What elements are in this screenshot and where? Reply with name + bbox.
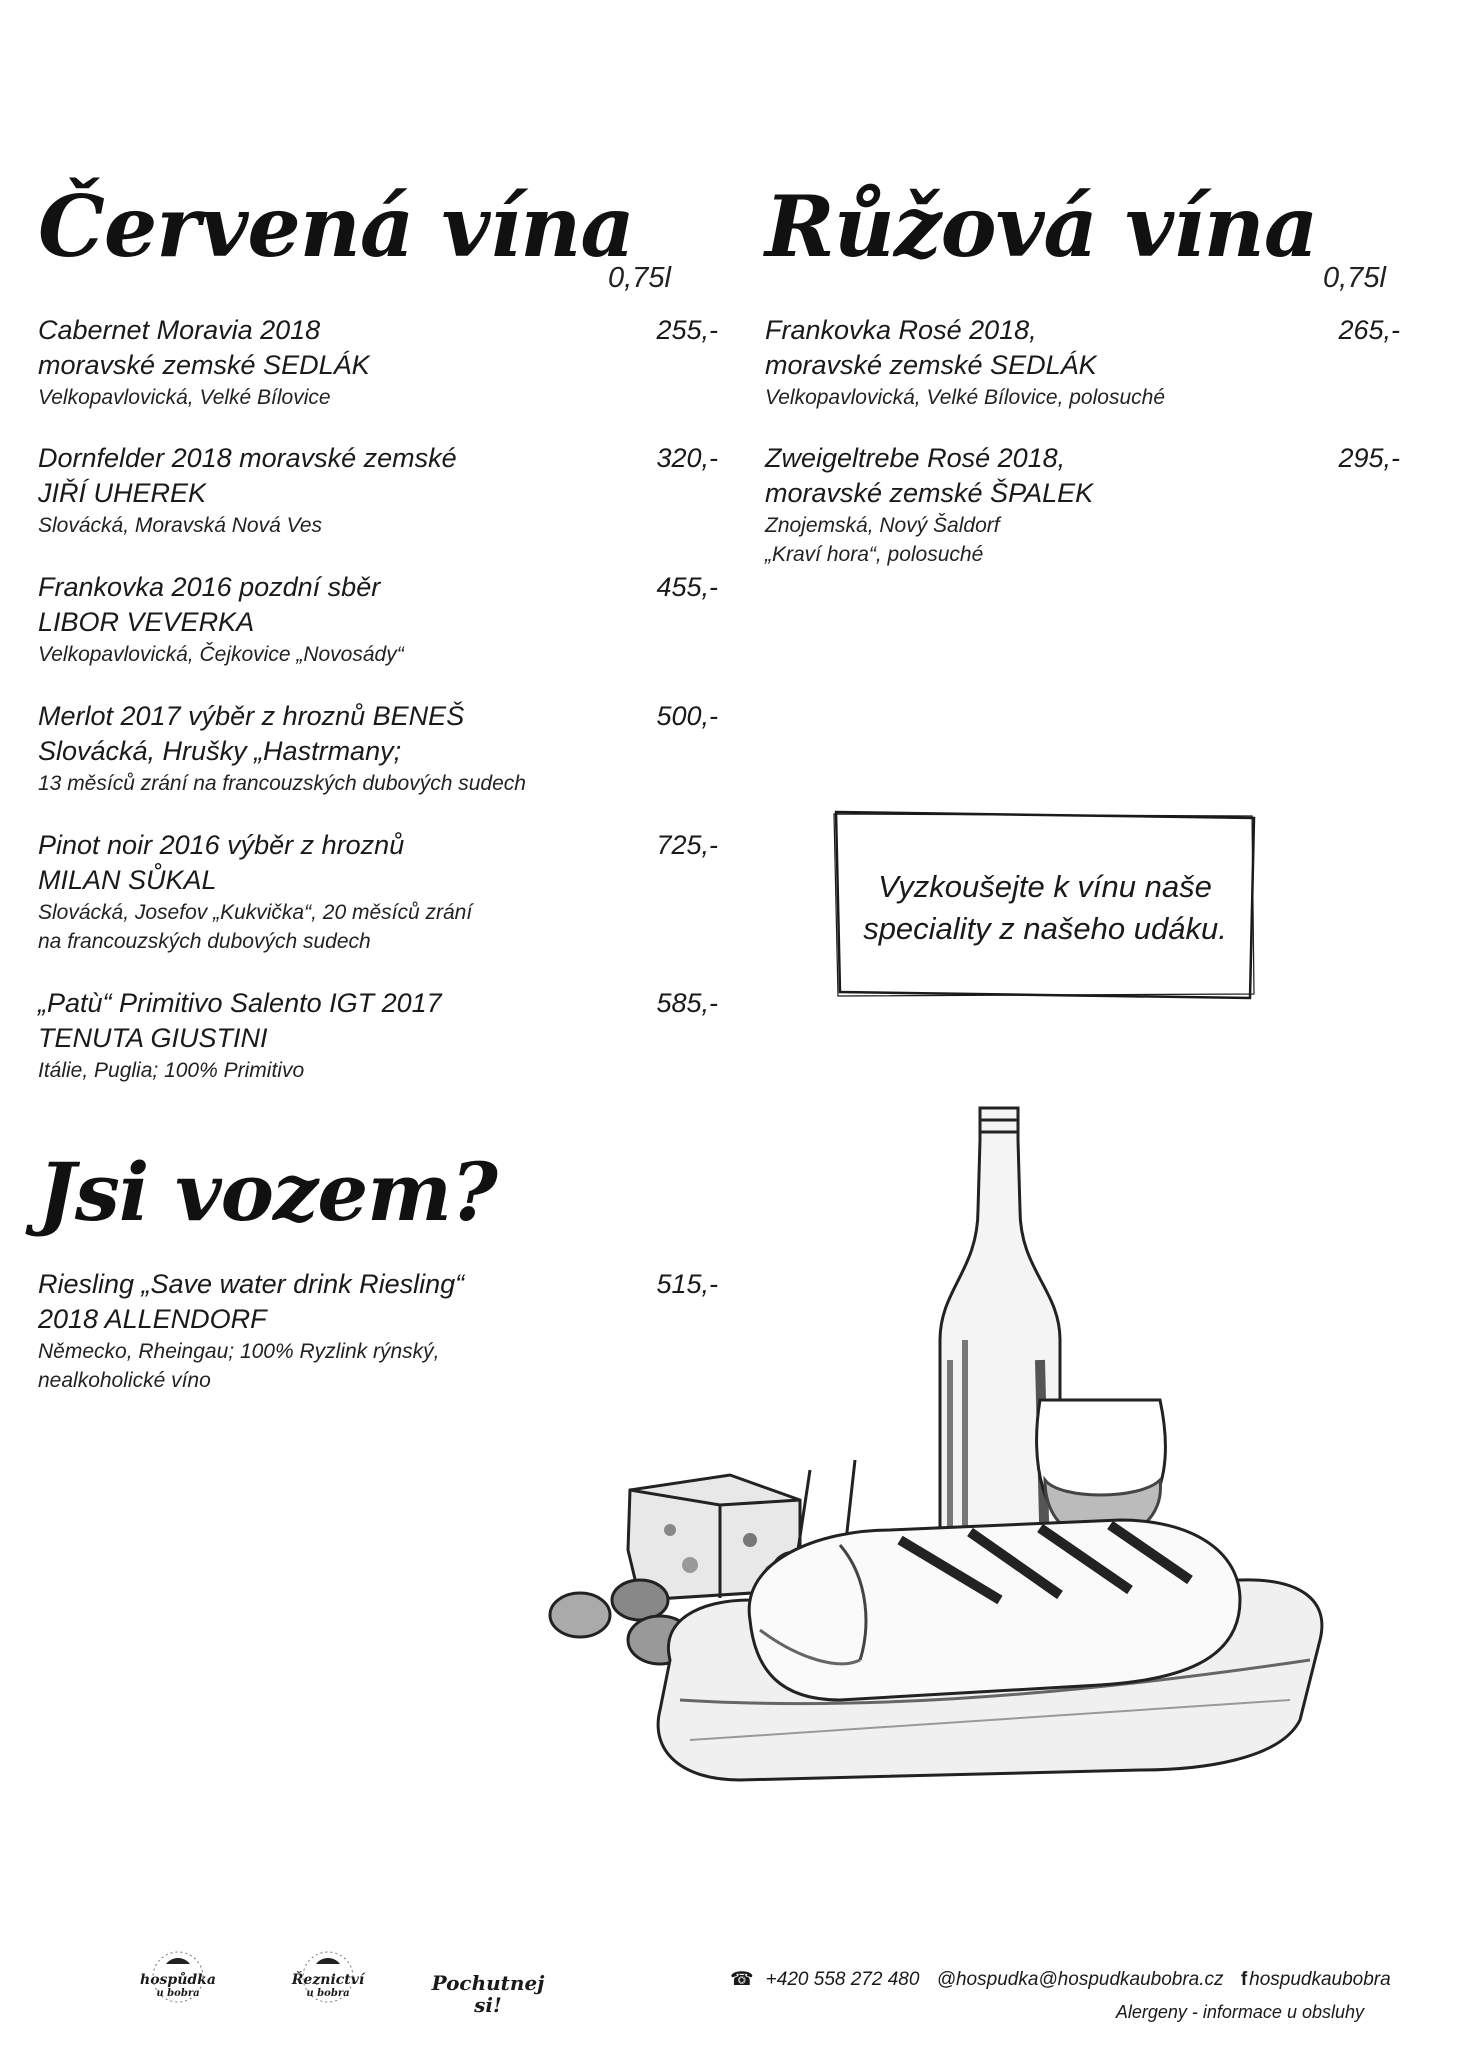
tip-text — [830, 866, 1260, 950]
red-wines-title: Červená vína — [38, 177, 634, 276]
wine-price: 320,- — [656, 443, 718, 473]
logo-line: Řeznictví — [291, 1972, 365, 1988]
hospudka-logo — [138, 1950, 218, 2001]
olive-icon — [612, 1580, 668, 1620]
wine-price: 725,- — [656, 830, 718, 860]
wine-origin: Velkopavlovická, Velké Bílovice — [38, 386, 331, 409]
contact-info — [730, 1968, 1403, 1991]
logo-line: u bobra — [306, 1988, 350, 1999]
phone-number[interactable]: +420 558 272 480 — [765, 1969, 920, 1990]
wine-producer: JIŘÍ UHEREK — [38, 478, 207, 508]
wine-origin-cont: „Kraví hora“, polosuché — [765, 543, 984, 566]
wine-item-rose-0 — [765, 313, 1400, 412]
wine-name: Zweigeltrebe Rosé 2018, — [765, 443, 1066, 473]
wine-price: 515,- — [656, 1269, 718, 1299]
facebook-handle[interactable]: hospudkaubobra — [1249, 1969, 1391, 1990]
wine-name: Frankovka 2016 pozdní sběr — [38, 572, 381, 602]
wine-item-red-1 — [38, 441, 718, 540]
wine-price: 295,- — [1338, 443, 1400, 473]
wine-item-red-0 — [38, 313, 718, 412]
wine-producer: moravské zemské SEDLÁK — [765, 350, 1097, 380]
wine-origin: Slovácká, Moravská Nová Ves — [38, 514, 323, 537]
wine-price: 585,- — [656, 988, 718, 1018]
wine-producer: 2018 ALLENDORF — [38, 1304, 267, 1334]
wine-item-rose-1 — [765, 441, 1400, 569]
wine-name: Cabernet Moravia 2018 — [38, 315, 321, 345]
facebook-icon: f — [1240, 1969, 1248, 1990]
wine-producer: MILAN SŮKAL — [38, 865, 217, 895]
driver-title: Jsi vozem? — [38, 1145, 497, 1239]
rose-wines-unit: 0,75l — [1323, 262, 1386, 294]
logo-line: hospůdka — [140, 1972, 216, 1988]
olive-icon — [550, 1593, 610, 1637]
email-address[interactable]: @hospudka@hospudkaubobra.cz — [936, 1969, 1224, 1990]
allergens-note: Alergeny - informace u obsluhy — [1115, 2002, 1364, 2022]
tip-line: speciality z našeho udáku. — [863, 911, 1227, 946]
wine-price: 265,- — [1338, 315, 1400, 345]
wine-name: Frankovka Rosé 2018, — [765, 315, 1037, 345]
wine-item-red-2 — [38, 570, 718, 669]
wine-name: Riesling „Save water drink Riesling“ — [38, 1269, 465, 1299]
red-wines-unit: 0,75l — [608, 262, 671, 294]
logo-line: u bobra — [156, 1988, 200, 1999]
wine-origin: 13 měsíců zrání na francouzských dubových sudech — [38, 772, 526, 795]
pochutnej-logo — [428, 1972, 548, 2016]
wine-producer: moravské zemské SEDLÁK — [38, 350, 370, 380]
wine-producer: Slovácká, Hrušky „Hastrmany; — [38, 736, 402, 766]
wine-origin: Velkopavlovická, Čejkovice „Novosády“ — [38, 643, 404, 666]
wine-price: 500,- — [656, 701, 718, 731]
wine-origin: Slovácká, Josefov „Kukvička“, 20 měsíců zrání — [38, 901, 473, 924]
wine-name: Merlot 2017 výběr z hroznů BENEŠ — [38, 701, 465, 731]
wine-price: 255,- — [656, 315, 718, 345]
wine-item-red-4 — [38, 828, 718, 956]
wine-item-red-3 — [38, 699, 718, 798]
wine-producer: TENUTA GIUSTINI — [38, 1023, 268, 1053]
pochutnej-logo-text: Pochutnej si! — [431, 1971, 545, 2017]
wine-producer: LIBOR VEVERKA — [38, 607, 255, 637]
wine-still-life-illustration — [540, 1100, 1330, 1820]
wine-name: Dornfelder 2018 moravské zemské — [38, 443, 457, 473]
tip-box — [830, 808, 1260, 1003]
wine-item-red-5 — [38, 986, 718, 1085]
phone-icon: ☎ — [730, 1969, 754, 1990]
wine-name: „Patù“ Primitivo Salento IGT 2017 — [38, 988, 442, 1018]
wine-origin: Velkopavlovická, Velké Bílovice, polosuché — [765, 386, 1165, 409]
tip-line: Vyzkoušejte k vínu naše — [878, 869, 1212, 904]
wine-origin-cont: nealkoholické víno — [38, 1369, 211, 1392]
wine-producer: moravské zemské ŠPALEK — [765, 478, 1094, 508]
wine-origin: Německo, Rheingau; 100% Ryzlink rýnský, — [38, 1340, 440, 1363]
wine-origin-cont: na francouzských dubových sudech — [38, 930, 371, 953]
reznictvi-logo — [288, 1950, 368, 2001]
wine-name: Pinot noir 2016 výběr z hroznů — [38, 830, 405, 860]
wine-origin: Itálie, Puglia; 100% Primitivo — [38, 1059, 305, 1082]
wine-origin: Znojemská, Nový Šaldorf — [765, 514, 1000, 537]
rose-wines-title: Růžová vína — [765, 177, 1318, 276]
wine-price: 455,- — [656, 572, 718, 602]
